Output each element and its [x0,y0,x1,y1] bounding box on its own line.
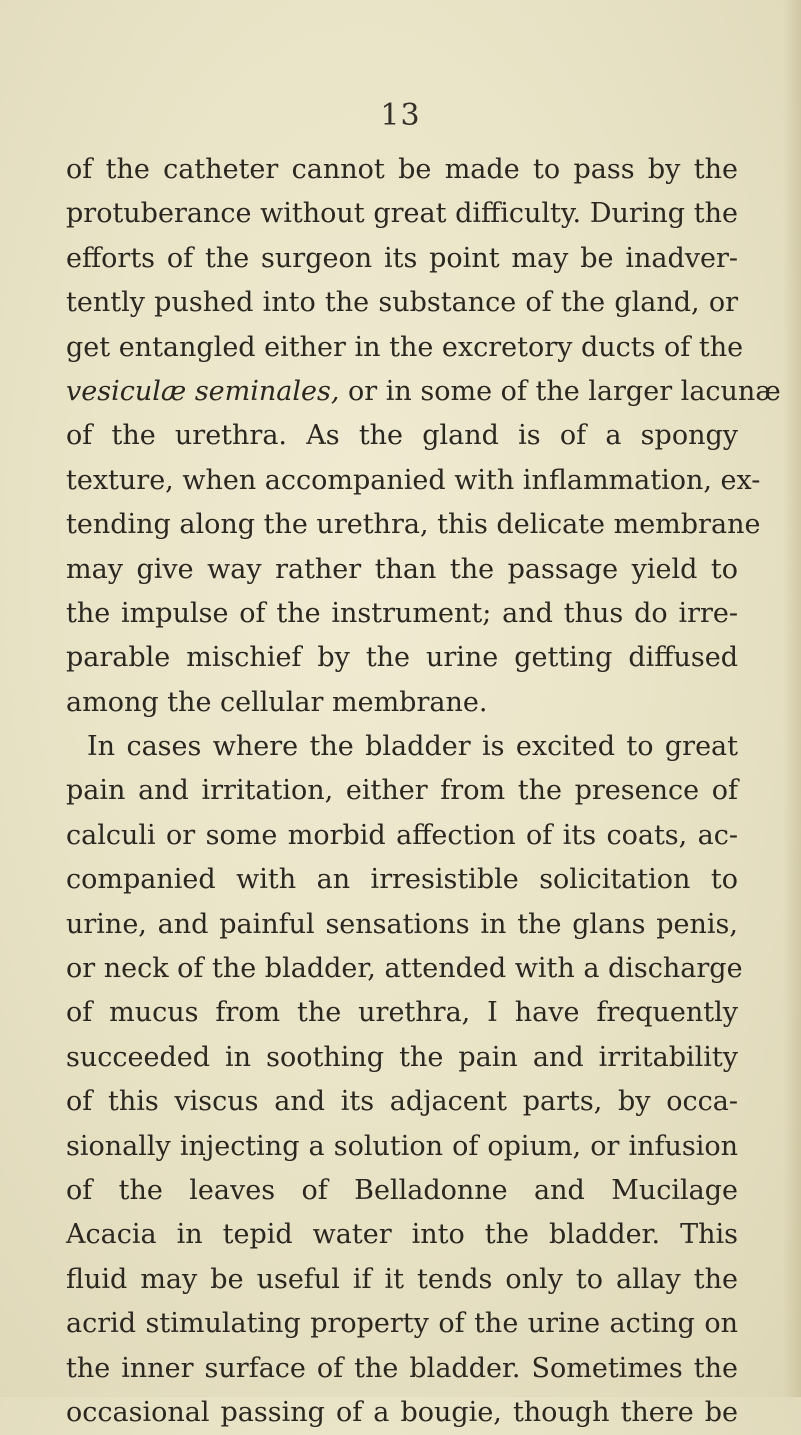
text-line: pain and irritation, either from the presence of [66,775,738,807]
text-line: urine, and painful sensations in the glans penis, [66,908,738,940]
text-line: get entangled either in the excretory ducts of the [66,331,744,363]
text-line: efforts of the surgeon its point may be inadver- [66,242,738,274]
text-line: Acacia in tepid water into the bladder. This [66,1219,738,1251]
italic-term: vesiculæ seminales, [66,375,340,407]
page-number: 13 [380,98,421,133]
text-line: texture, when accompanied with inflammation, ex- [66,464,761,496]
text-line: of the urethra. As the gland is of a spongy [66,420,738,452]
text-line: of mucus from the urethra, I have frequently [66,997,738,1029]
text-line: calculi or some morbid affection of its coats, ac- [66,819,738,851]
text-line: the inner surface of the bladder. Sometimes the [66,1352,738,1384]
page-edge-shadow [783,0,801,1397]
text-line: of this viscus and its adjacent parts, by occa- [66,1086,738,1118]
text-line: of the leaves of Belladonne and Mucilage [66,1174,738,1206]
text-line: among the cellular membrane. [66,686,488,718]
text-line: parable mischief by the urine getting diffused [66,642,738,674]
text-line: occasional passing of a bougie, though there be [66,1396,738,1428]
text-line: of the catheter cannot be made to pass by the [66,154,738,185]
text-line: may give way rather than the passage yield to [66,553,738,585]
text-line [66,370,781,414]
text-line: tending along the urethra, this delicate membrane [66,509,761,541]
body-text [66,148,781,1435]
text-line-rest: or in some of the larger lacunæ [339,375,781,407]
text-line: fluid may be useful if it tends only to allay the [66,1263,738,1295]
paragraph-start-line: In cases where the bladder is excited to great [87,731,738,763]
text-line: the impulse of the instrument; and thus do irre- [66,597,738,629]
text-line: acrid stimulating property of the urine acting on [66,1308,738,1340]
text-line: companied with an irresistible solicitation to [66,864,738,896]
text-line: succeeded in soothing the pain and irritability [66,1041,738,1073]
text-line: sionally injecting a solution of opium, or infusion [66,1130,738,1162]
text-line: tently pushed into the substance of the gland, or [66,287,738,319]
text-line: protuberance without great difficulty. During the [66,198,738,230]
text-line: or neck of the bladder, attended with a discharge [66,953,743,985]
